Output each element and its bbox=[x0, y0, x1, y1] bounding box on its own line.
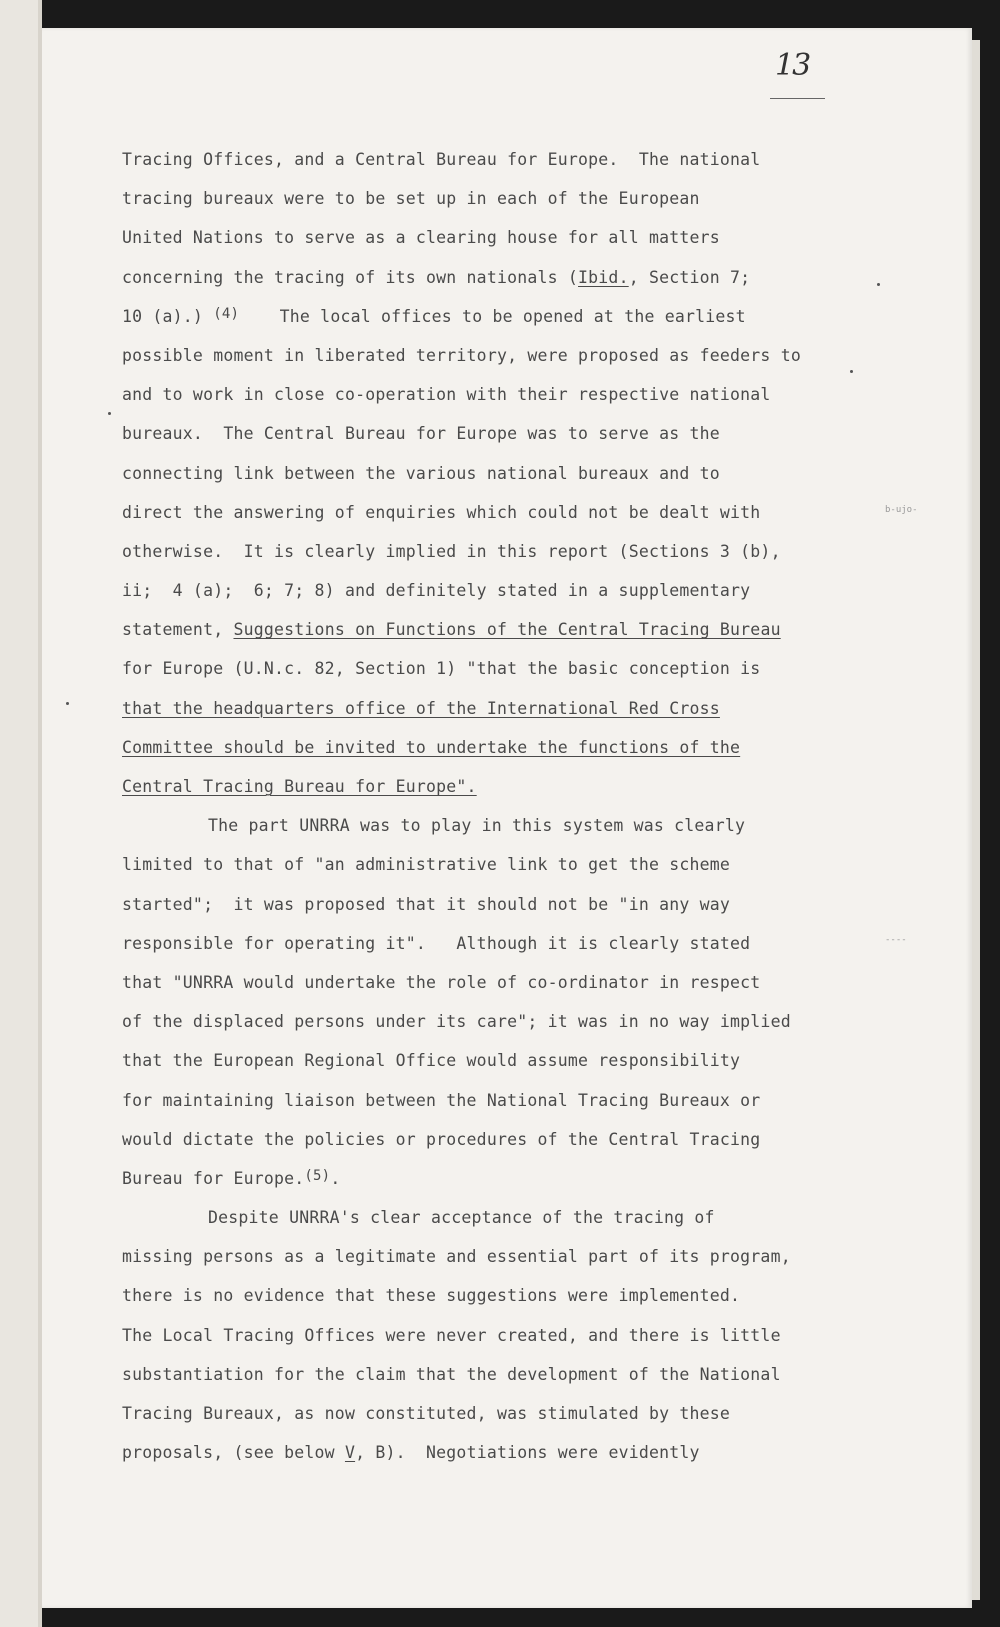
text-segment: otherwise. It is clearly implied in this report (Sections 3 (b), bbox=[122, 541, 781, 561]
text-line bbox=[122, 140, 802, 179]
text-segment: substantiation for the claim that the development of the National bbox=[122, 1364, 781, 1384]
text-segment: limited to that of "an administrative link to get the scheme bbox=[122, 855, 731, 875]
underlined-text: Ibid. bbox=[578, 267, 629, 287]
ink-speck bbox=[66, 702, 69, 705]
text-line bbox=[122, 924, 802, 963]
text-segment: Bureau for Europe. bbox=[122, 1168, 305, 1188]
footnote-ref: (5) bbox=[304, 1167, 331, 1184]
text-line bbox=[122, 336, 802, 375]
text-segment: that the European Regional Office would assume responsibility bbox=[122, 1051, 741, 1071]
text-line bbox=[122, 610, 802, 649]
text-line bbox=[122, 414, 802, 453]
underlined-text: Committee should be invited to undertake the functions of the bbox=[122, 737, 741, 757]
text-line bbox=[122, 375, 802, 414]
text-line bbox=[122, 649, 802, 688]
text-segment: The local offices to be opened at the earliest bbox=[239, 306, 746, 326]
page-number-underline bbox=[770, 98, 825, 99]
text-line bbox=[122, 1159, 802, 1198]
text-segment: for maintaining liaison between the National Tracing Bureaux or bbox=[122, 1090, 761, 1110]
text-line bbox=[122, 493, 802, 532]
text-line bbox=[122, 179, 802, 218]
text-segment: tracing bureaux were to be set up in each of the European bbox=[122, 189, 700, 209]
text-line bbox=[122, 1276, 802, 1315]
text-segment: proposals, (see below bbox=[122, 1443, 345, 1463]
text-line bbox=[122, 845, 802, 884]
text-segment: and to work in close co-operation with their respective national bbox=[122, 385, 771, 405]
margin-annotation: b-ujo- bbox=[885, 505, 918, 515]
text-segment: started"; it was proposed that it should not be "in any way bbox=[122, 894, 731, 914]
text-segment: ii; 4 (a); 6; 7; 8) and definitely stated in a supplementary bbox=[122, 581, 751, 601]
text-line bbox=[122, 1433, 802, 1472]
text-segment: 10 (a).) bbox=[122, 306, 214, 326]
text-segment: possible moment in liberated territory, were proposed as feeders to bbox=[122, 345, 801, 365]
text-segment: concerning the tracing of its own nationals ( bbox=[122, 267, 579, 287]
text-line bbox=[122, 1081, 802, 1120]
underlined-text: Suggestions on Functions of the Central Tracing Bureau bbox=[233, 620, 781, 640]
text-segment: for Europe (U.N.c. 82, Section 1) "that the basic conception is bbox=[122, 659, 761, 679]
text-line bbox=[122, 1237, 802, 1276]
text-line bbox=[122, 258, 802, 297]
text-line bbox=[122, 728, 802, 767]
text-segment: there is no evidence that these suggestions were implemented. bbox=[122, 1286, 741, 1306]
text-line bbox=[122, 1355, 802, 1394]
footnote-ref: (4) bbox=[213, 305, 240, 322]
text-line bbox=[122, 806, 802, 845]
text-line bbox=[122, 532, 802, 571]
text-line bbox=[122, 1198, 802, 1237]
page-number: 13 bbox=[775, 48, 810, 83]
text-segment: of the displaced persons under its care"; it was in no way implied bbox=[122, 1012, 791, 1032]
text-line bbox=[122, 689, 802, 728]
margin-annotation: ---- bbox=[885, 935, 907, 945]
text-line bbox=[122, 1394, 802, 1433]
underlined-text: V bbox=[344, 1443, 356, 1463]
text-segment: bureaux. The Central Bureau for Europe was to serve as the bbox=[122, 424, 720, 444]
text-line bbox=[122, 571, 802, 610]
text-line bbox=[122, 297, 802, 336]
page-edge bbox=[972, 40, 980, 1600]
text-line bbox=[122, 767, 802, 806]
text-segment: Tracing Offices, and a Central Bureau for Europe. The national bbox=[122, 150, 761, 169]
text-line bbox=[122, 1041, 802, 1080]
text-segment: Tracing Bureaux, as now constituted, was stimulated by these bbox=[122, 1404, 731, 1423]
underlined-text: that the headquarters office of the International Red Cross bbox=[122, 698, 720, 718]
text-segment: connecting link between the various national bureaux and to bbox=[122, 463, 720, 483]
typed-body-text bbox=[122, 140, 802, 1472]
text-line bbox=[122, 963, 802, 1002]
text-segment: , B). Negotiations were evidently bbox=[355, 1443, 700, 1463]
text-line bbox=[122, 1002, 802, 1041]
text-segment: missing persons as a legitimate and essential part of its program, bbox=[122, 1247, 791, 1267]
text-segment: United Nations to serve as a clearing house for all matters bbox=[122, 228, 720, 248]
text-segment: responsible for operating it". Although it is clearly stated bbox=[122, 933, 751, 953]
ink-speck bbox=[877, 283, 880, 286]
text-segment: statement, bbox=[122, 620, 234, 640]
ink-speck bbox=[850, 370, 853, 373]
adjacent-page-edge bbox=[0, 0, 40, 1627]
text-segment: , Section 7; bbox=[628, 267, 751, 287]
underlined-text: Central Tracing Bureau for Europe". bbox=[122, 777, 477, 796]
text-line bbox=[122, 454, 802, 493]
text-segment: The part UNRRA was to play in this system was clearly bbox=[208, 816, 746, 836]
text-segment: Despite UNRRA's clear acceptance of the tracing of bbox=[208, 1208, 715, 1228]
text-segment: that "UNRRA would undertake the role of co-ordinator in respect bbox=[122, 972, 761, 992]
text-segment: . bbox=[330, 1168, 341, 1188]
text-segment: The Local Tracing Offices were never created, and there is little bbox=[122, 1325, 781, 1345]
text-line bbox=[122, 1120, 802, 1159]
text-line bbox=[122, 885, 802, 924]
text-segment: direct the answering of enquiries which could not be dealt with bbox=[122, 502, 761, 522]
text-segment: would dictate the policies or procedures of the Central Tracing bbox=[122, 1129, 761, 1149]
text-line bbox=[122, 218, 802, 257]
ink-speck bbox=[108, 412, 111, 415]
text-line bbox=[122, 1316, 802, 1355]
